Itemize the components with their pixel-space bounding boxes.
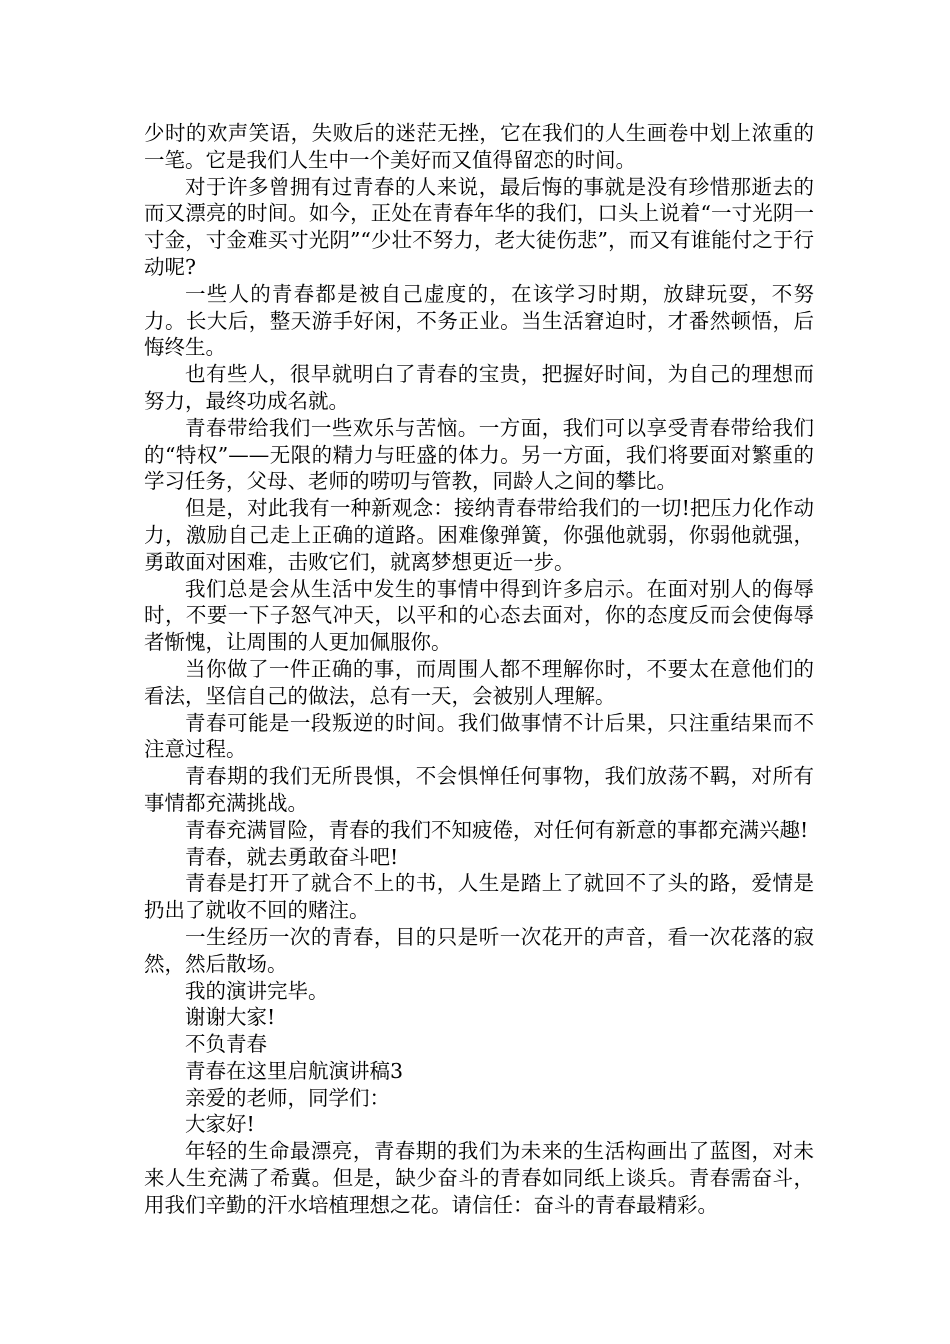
section-end-title: 不负青春: [185, 1032, 267, 1057]
salutation: 亲爱的老师，同学们：: [185, 1085, 390, 1110]
greeting: 大家好!: [185, 1112, 255, 1137]
paragraph-7: 我们总是会从生活中发生的事情中得到许多启示。在面对别人的侮辱时，不要一下子怒气冲天，以平和的心态去面对，你的态度反而会使侮辱者惭愧，让周围的人更加佩服你。: [144, 576, 814, 655]
paragraph-3: 一些人的青春都是被自己虚度的，在该学习时期，放肆玩耍，不努力。长大后，整天游手好闲，不务正业。当生活窘迫时，才番然顿悟，后悔终生。: [144, 281, 814, 360]
paragraph-1: 少时的欢声笑语，失败后的迷茫无挫，它在我们的人生画卷中划上浓重的一笔。它是我们人生中一个美好而又值得留恋的时间。: [144, 121, 814, 172]
paragraph-13: 青春是打开了就合不上的书，人生是踏上了就回不了头的路，爱情是扔出了就收不回的赌注。: [144, 871, 814, 923]
paragraph-6: 但是，对此我有一种新观念：接纳青春带给我们的一切!把压力化作动力，激励自己走上正确的道路。困难像弹簧，你强他就弱，你弱他就强，勇敢面对困难，击败它们，就离梦想更近一步。: [144, 496, 814, 574]
paragraph-12: 青春，就去勇敢奋斗吧!: [185, 844, 399, 869]
paragraph-4: 也有些人，很早就明白了青春的宝贵，把握好时间，为自己的理想而努力，最终功成名就。: [144, 362, 814, 413]
paragraph-5: 青春带给我们一些欢乐与苦恼。一方面，我们可以享受青春带给我们的“特权”——无限的精力与旺盛的体力。另一方面，我们将要面对繁重的学习任务，父母、老师的唠叨与管教，同龄人之间的攀比。: [144, 415, 814, 494]
paragraph-10: 青春期的我们无所畏惧，不会惧惮任何事物，我们放荡不羁，对所有事情都充满挑战。: [144, 764, 814, 815]
paragraph-2: 对于许多曾拥有过青春的人来说，最后悔的事就是没有珍惜那逝去的而又漂亮的时间。如今，正处在青春年华的我们，口头上说着“一寸光阴一寸金，寸金难买寸光阴”“少壮不努力，老大徒伤悲”，而又有谁能付之于行动呢?: [144, 174, 814, 279]
speech-title: 青春在这里启航演讲稿3: [185, 1058, 404, 1083]
paragraph-8: 当你做了一件正确的事，而周围人都不理解你时，不要太在意他们的看法，坚信自己的做法，总有一天，会被别人理解。: [144, 656, 814, 708]
paragraph-14: 一生经历一次的青春，目的只是听一次花开的声音，看一次花落的寂然，然后散场。: [144, 924, 814, 976]
closing-line: 我的演讲完毕。: [185, 978, 329, 1003]
thanks-line: 谢谢大家!: [185, 1005, 276, 1030]
document-body: [144, 120, 814, 1219]
paragraph-21: 年轻的生命最漂亮，青春期的我们为未来的生活构画出了蓝图，对未来人生充满了希冀。但是，缺少奋斗的青春如同纸上谈兵。青春需奋斗，用我们辛勤的汗水培植理想之花。请信任：奋斗的青春最精彩。: [144, 1139, 814, 1217]
paragraph-9: 青春可能是一段叛逆的时间。我们做事情不计后果，只注重结果而不注意过程。: [144, 710, 814, 762]
paragraph-11: 青春充满冒险，青春的我们不知疲倦，对任何有新意的事都充满兴趣!: [185, 817, 809, 842]
